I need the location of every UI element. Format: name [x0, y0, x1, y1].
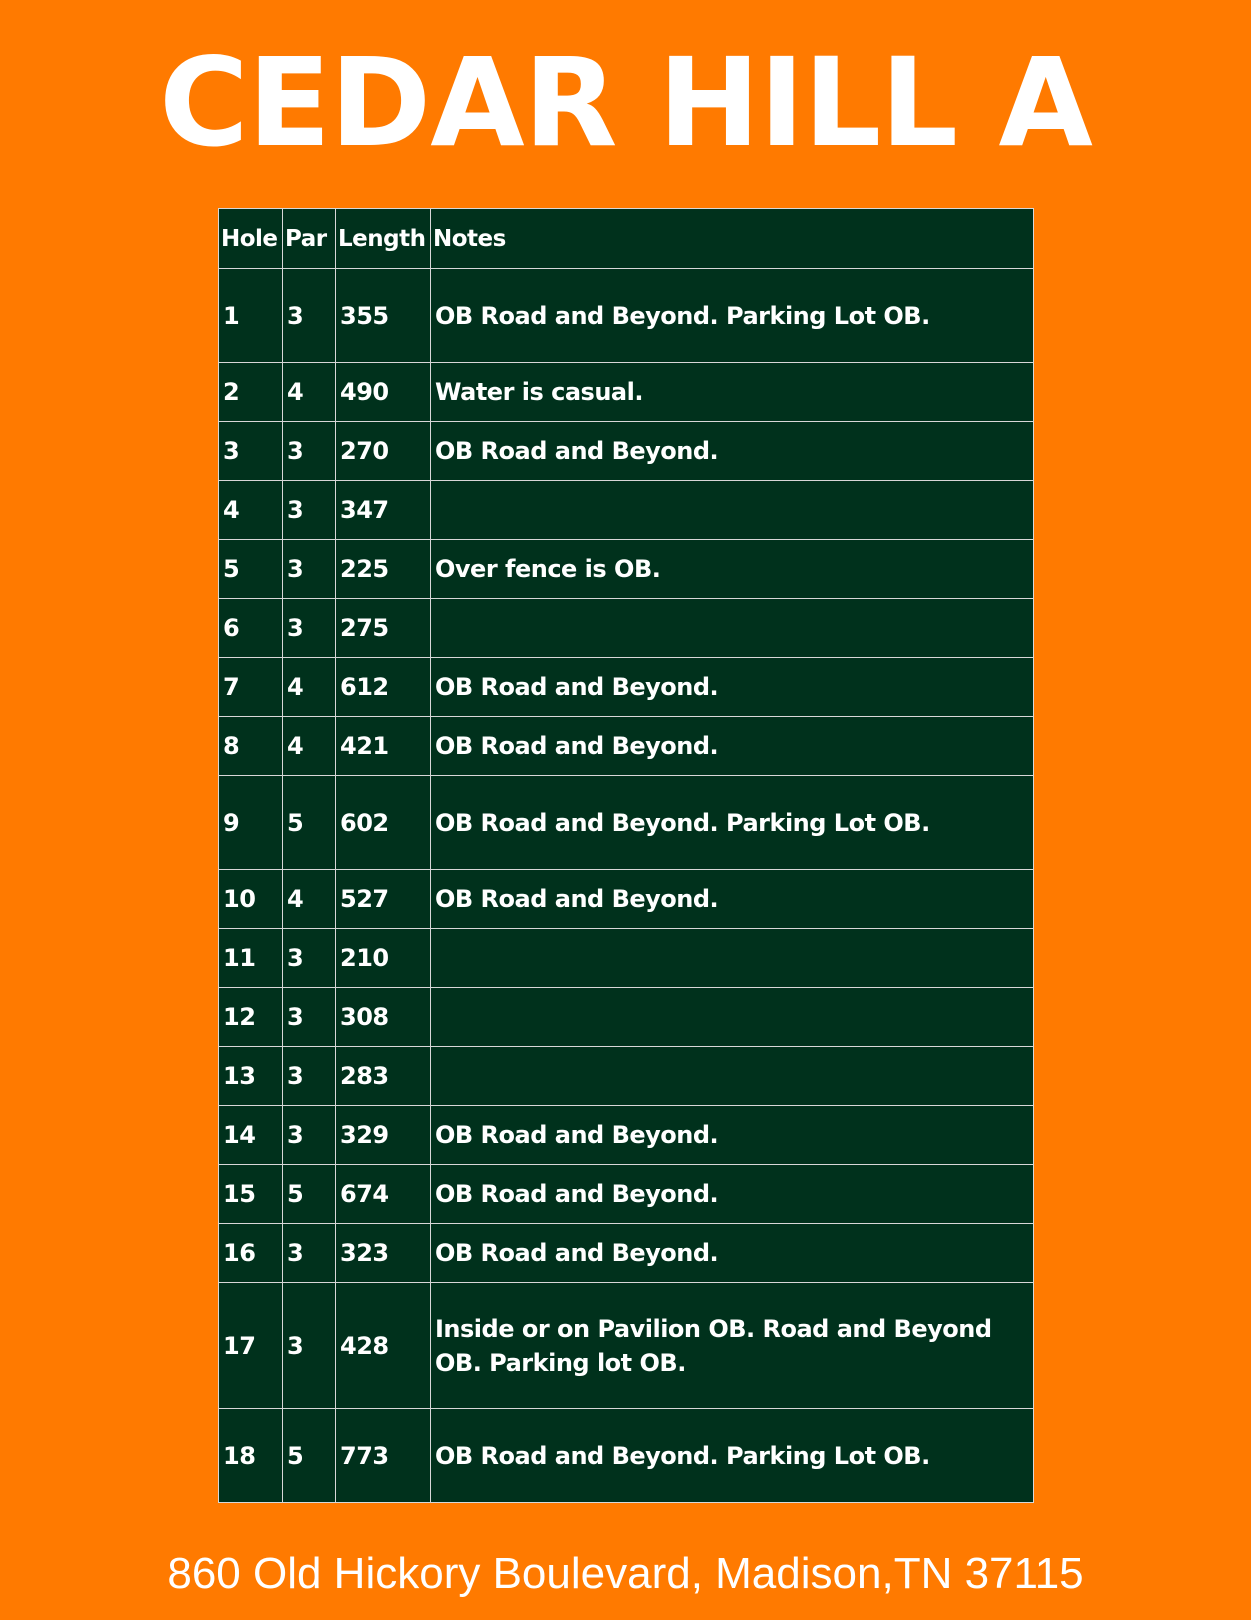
- hole-cell: 11: [219, 929, 283, 988]
- length-cell: 225: [336, 540, 431, 599]
- hole-cell: 4: [219, 481, 283, 540]
- table-row: [219, 870, 1034, 929]
- notes-cell: [431, 599, 1034, 658]
- notes-cell: OB Road and Beyond. Parking Lot OB.: [431, 269, 1034, 363]
- hole-cell: 10: [219, 870, 283, 929]
- header-notes: Notes: [431, 209, 1034, 269]
- table-row: [219, 1047, 1034, 1106]
- notes-cell: OB Road and Beyond.: [431, 870, 1034, 929]
- header-par: Par: [283, 209, 336, 269]
- hole-cell: 1: [219, 269, 283, 363]
- par-cell: 4: [283, 363, 336, 422]
- hole-cell: 16: [219, 1224, 283, 1283]
- par-cell: 3: [283, 599, 336, 658]
- length-cell: 347: [336, 481, 431, 540]
- notes-cell: [431, 1047, 1034, 1106]
- hole-cell: 13: [219, 1047, 283, 1106]
- hole-cell: 17: [219, 1283, 283, 1409]
- table-header-row: [219, 209, 1034, 269]
- hole-cell: 5: [219, 540, 283, 599]
- notes-cell: OB Road and Beyond.: [431, 1224, 1034, 1283]
- header-length: Length: [336, 209, 431, 269]
- notes-cell: OB Road and Beyond.: [431, 1165, 1034, 1224]
- par-cell: 3: [283, 269, 336, 363]
- notes-cell: Inside or on Pavilion OB. Road and Beyond OB. Parking lot OB.: [431, 1283, 1034, 1409]
- table-row: [219, 481, 1034, 540]
- par-cell: 3: [283, 1224, 336, 1283]
- length-cell: 527: [336, 870, 431, 929]
- hole-cell: 8: [219, 717, 283, 776]
- length-cell: 329: [336, 1106, 431, 1165]
- hole-cell: 9: [219, 776, 283, 870]
- notes-cell: OB Road and Beyond.: [431, 1106, 1034, 1165]
- table-row: [219, 422, 1034, 481]
- par-cell: 3: [283, 929, 336, 988]
- length-cell: 210: [336, 929, 431, 988]
- length-cell: 270: [336, 422, 431, 481]
- length-cell: 612: [336, 658, 431, 717]
- notes-cell: [431, 481, 1034, 540]
- table-row: [219, 988, 1034, 1047]
- hole-cell: 3: [219, 422, 283, 481]
- length-cell: 275: [336, 599, 431, 658]
- hole-table: [218, 208, 1034, 1503]
- notes-cell: [431, 988, 1034, 1047]
- hole-cell: 2: [219, 363, 283, 422]
- par-cell: 3: [283, 1283, 336, 1409]
- par-cell: 3: [283, 988, 336, 1047]
- notes-cell: OB Road and Beyond. Parking Lot OB.: [431, 1409, 1034, 1503]
- par-cell: 5: [283, 1165, 336, 1224]
- length-cell: 490: [336, 363, 431, 422]
- length-cell: 283: [336, 1047, 431, 1106]
- header-hole: Hole: [219, 209, 283, 269]
- hole-cell: 15: [219, 1165, 283, 1224]
- hole-cell: 7: [219, 658, 283, 717]
- notes-cell: OB Road and Beyond.: [431, 717, 1034, 776]
- hole-cell: 6: [219, 599, 283, 658]
- length-cell: 355: [336, 269, 431, 363]
- par-cell: 4: [283, 658, 336, 717]
- notes-cell: OB Road and Beyond.: [431, 422, 1034, 481]
- notes-cell: Over fence is OB.: [431, 540, 1034, 599]
- length-cell: 674: [336, 1165, 431, 1224]
- table-row: [219, 1106, 1034, 1165]
- par-cell: 3: [283, 481, 336, 540]
- length-cell: 602: [336, 776, 431, 870]
- table-row: [219, 1283, 1034, 1409]
- length-cell: 428: [336, 1283, 431, 1409]
- notes-cell: Water is casual.: [431, 363, 1034, 422]
- hole-cell: 18: [219, 1409, 283, 1503]
- course-title: CEDAR HILL A: [159, 32, 1092, 174]
- par-cell: 3: [283, 1047, 336, 1106]
- par-cell: 3: [283, 1106, 336, 1165]
- table-row: [219, 269, 1034, 363]
- course-address: 860 Old Hickory Boulevard, Madison,TN 37115: [167, 1549, 1084, 1598]
- length-cell: 308: [336, 988, 431, 1047]
- length-cell: 773: [336, 1409, 431, 1503]
- table-row: [219, 1224, 1034, 1283]
- notes-cell: [431, 929, 1034, 988]
- table-row: [219, 363, 1034, 422]
- length-cell: 323: [336, 1224, 431, 1283]
- hole-cell: 14: [219, 1106, 283, 1165]
- par-cell: 5: [283, 1409, 336, 1503]
- notes-cell: OB Road and Beyond. Parking Lot OB.: [431, 776, 1034, 870]
- table-row: [219, 776, 1034, 870]
- table-row: [219, 929, 1034, 988]
- table-row: [219, 1165, 1034, 1224]
- par-cell: 4: [283, 717, 336, 776]
- par-cell: 5: [283, 776, 336, 870]
- length-cell: 421: [336, 717, 431, 776]
- table-row: [219, 599, 1034, 658]
- table-row: [219, 540, 1034, 599]
- table-row: [219, 658, 1034, 717]
- table-row: [219, 1409, 1034, 1503]
- hole-cell: 12: [219, 988, 283, 1047]
- par-cell: 3: [283, 422, 336, 481]
- par-cell: 3: [283, 540, 336, 599]
- par-cell: 4: [283, 870, 336, 929]
- table-row: [219, 717, 1034, 776]
- notes-cell: OB Road and Beyond.: [431, 658, 1034, 717]
